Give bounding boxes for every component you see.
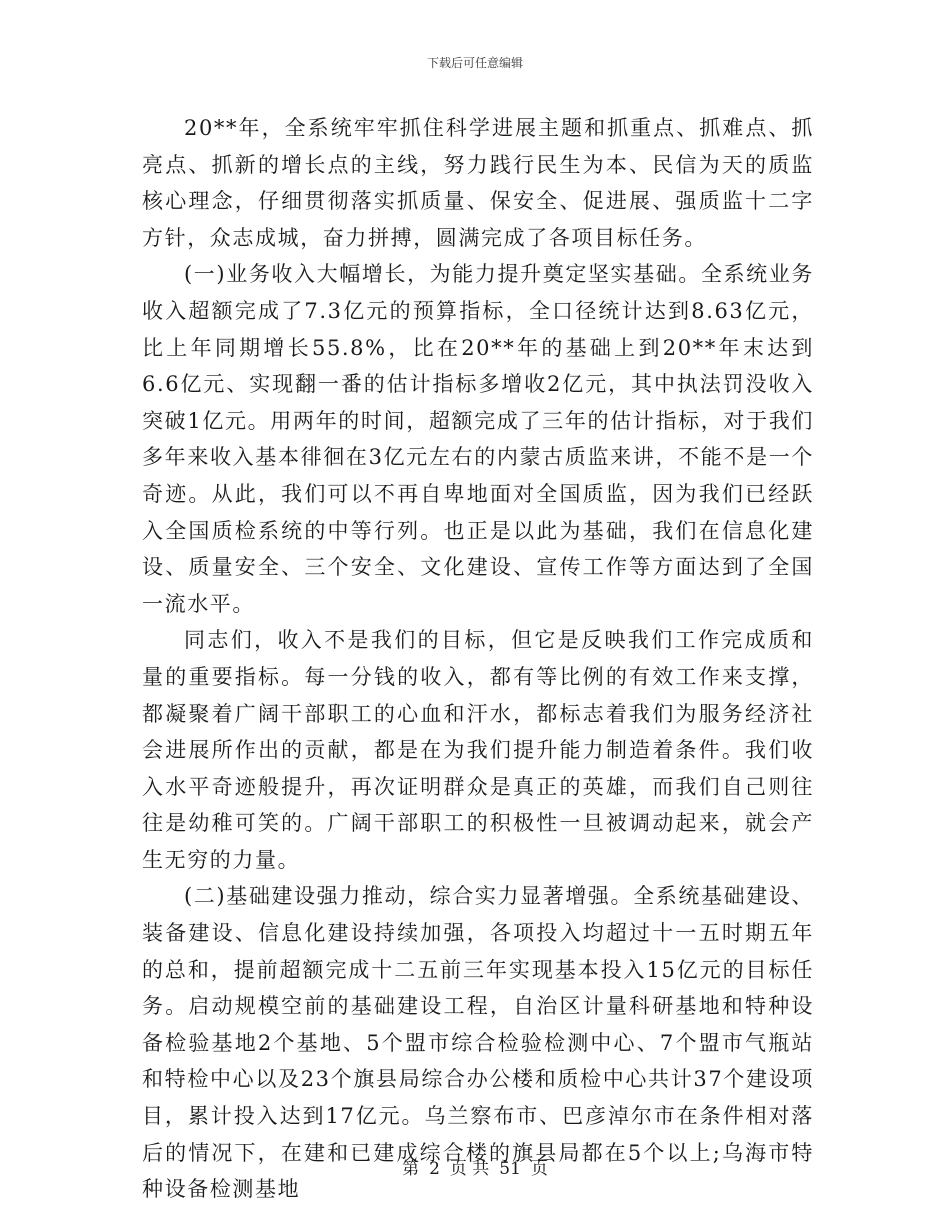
document-body	[142, 110, 814, 1208]
page-suffix: 页	[530, 1159, 548, 1179]
paragraph-infrastructure: (二)基础建设强力推动，综合实力显著增强。全系统基础建设、装备建设、信息化建设持续加强，各项投入均超过十一五时期五年的总和，提前超额完成十二五前三年实现基本投入15亿元的目标任务。启动规模空前的基础建设工程，自治区计量科研基地和特种设备检验基地2个基地、5个盟市综合检验检测中心、7个盟市气瓶站和特检中心以及23个旗县局综合办公楼和质检中心共计37个建设项目，累计投入达到17亿元。乌兰察布市、巴彦淖尔市在条件相对落后的情况下，在建和已建成综合楼的旗县局都在5个以上;乌海市特种设备检测基地	[142, 884, 814, 1202]
paragraph-revenue-significance: 同志们，收入不是我们的目标，但它是反映我们工作完成质和量的重要指标。每一分钱的收入，都有等比例的有效工作来支撑，都凝聚着广阔干部职工的心血和汗水，都标志着我们为服务经济社会进展所作出的贡献，都是在为我们提升能力制造着条件。我们收入水平奇迹般提升，再次证明群众是真正的英雄，而我们自己则往往是幼稚可笑的。广阔干部职工的积极性一旦被调动起来，就会产生无穷的力量。	[142, 628, 814, 872]
paragraph-revenue-growth: (一)业务收入大幅增长，为能力提升奠定坚实基础。全系统业务收入超额完成了7.3亿元的预算指标，全口径统计达到8.63亿元，比上年同期增长55.8%，比在20**年的基础上到20**年末达到6.6亿元、实现翻一番的估计指标多增收2亿元，其中执法罚没收入突破1亿元。用两年的时间，超额完成了三年的估计指标，对于我们多年来收入基本徘徊在3亿元左右的内蒙古质监来讲，不能不是一个奇迹。从此，我们可以不再自卑地面对全国质监，因为我们已经跃入全国质检系统的中等行列。也正是以此为基础，我们在信息化建设、质量安全、三个安全、文化建设、宣传工作等方面达到了全国一流水平。	[142, 262, 814, 616]
page-total: 51	[499, 1159, 521, 1179]
page-footer	[0, 1154, 950, 1179]
paragraph-summary: 20**年，全系统牢牢抓住科学进展主题和抓重点、抓难点、抓亮点、抓新的增长点的主线，努力践行民生为本、民信为天的质监核心理念，仔细贯彻落实抓质量、保安全、促进展、强质监十二字方针，众志成城，奋力拼搏，圆满完成了各项目标任务。	[142, 116, 814, 250]
page-prefix: 第	[402, 1159, 420, 1179]
page-number: 2	[429, 1159, 440, 1179]
page-header-note: 下载后可任意编辑	[426, 56, 523, 70]
page-mid: 页 共	[449, 1159, 490, 1179]
